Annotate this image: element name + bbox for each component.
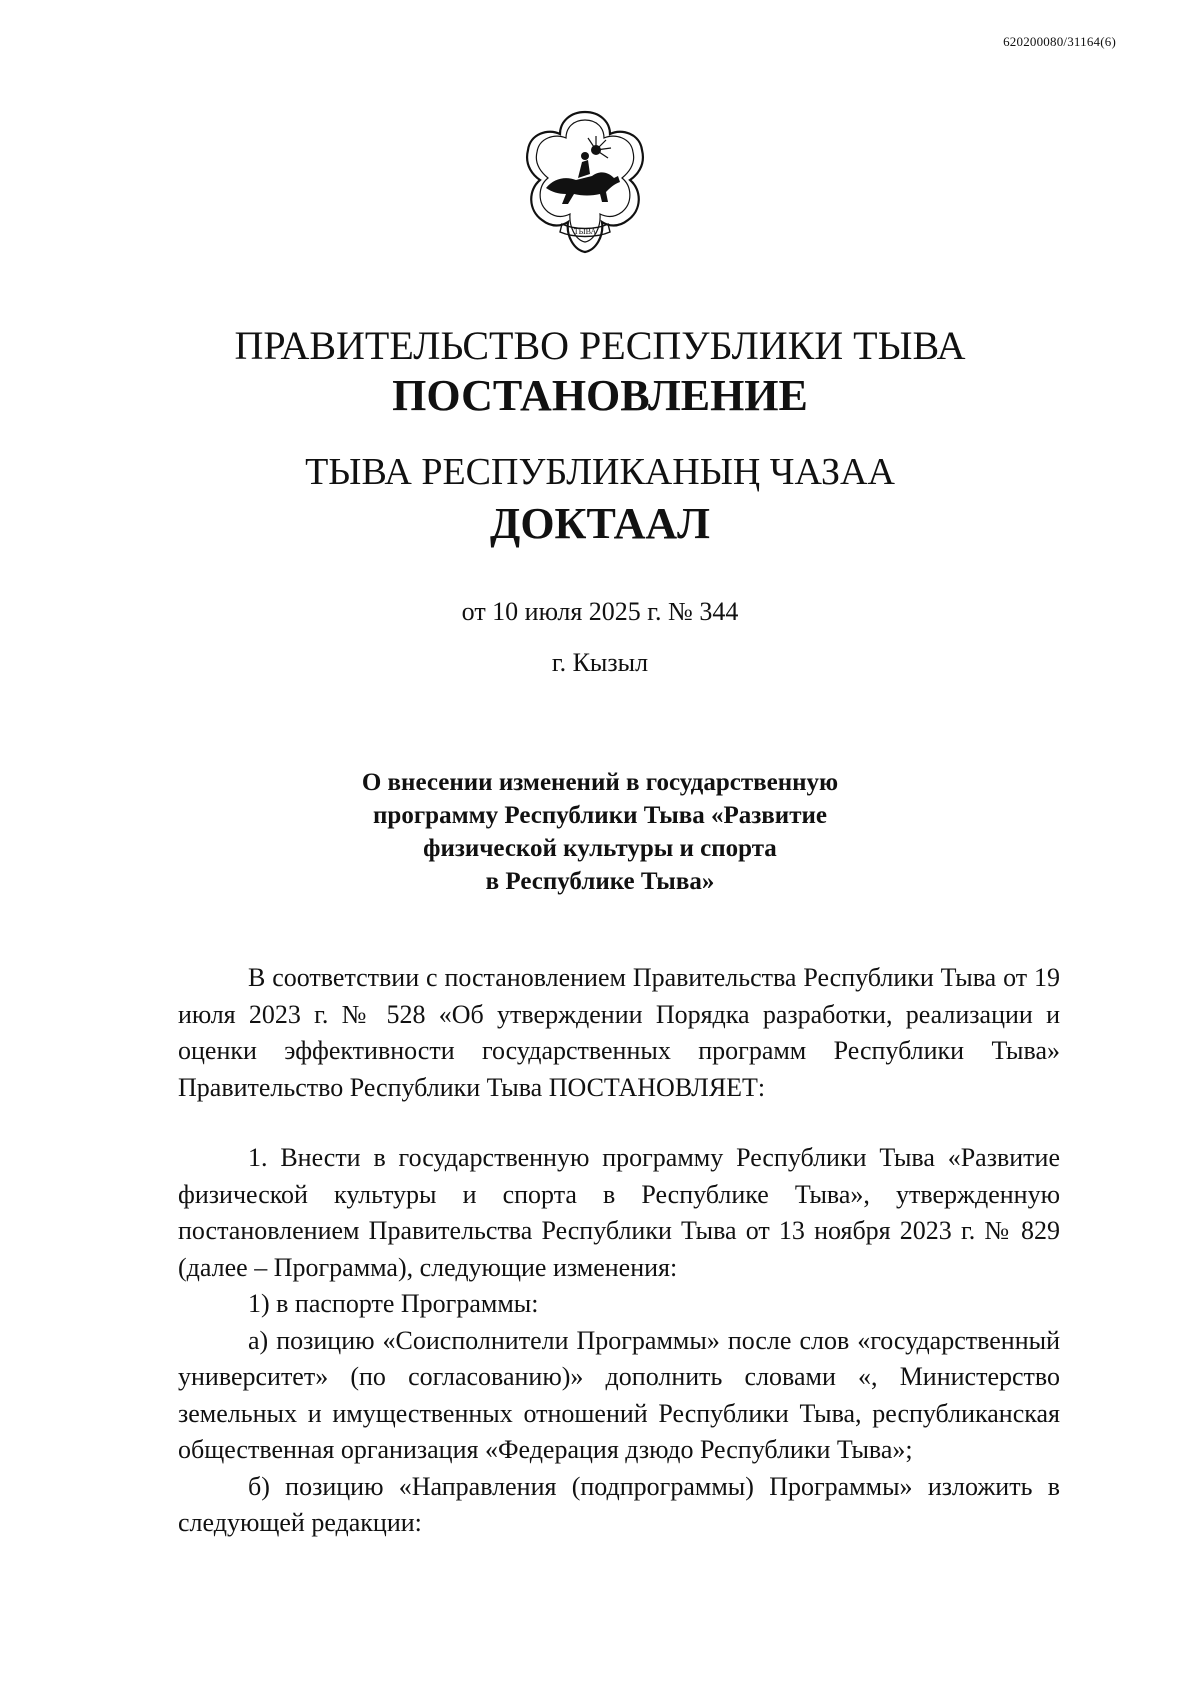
preamble-paragraph: В соответствии с постановлением Правительства Республики Тыва от 19 июля 2023 г. № 528 «Об утверждении Порядка разработки, реализации и оценки эффективности государственных программ Республики Тыва» Правительство Республики Тыва ПОСТАНОВЛЯЕТ:	[178, 963, 1060, 1102]
emblem-banner-text: ТЫВА	[573, 227, 597, 236]
subclause-1-paragraph: 1) в паспорте Программы:	[248, 1289, 539, 1318]
document-body	[178, 960, 1060, 1542]
title-line: в Республике Тыва»	[485, 868, 715, 895]
title-line: О внесении изменений в государственную	[361, 769, 839, 796]
title-line: физической культуры и спорта	[423, 835, 777, 862]
government-name-ru: ПРАВИТЕЛЬСТВО РЕСПУБЛИКИ ТЫВА	[234, 323, 966, 368]
document-date: от 10 июля 2025 г. № 344	[461, 597, 739, 626]
title-line: программу Республики Тыва «Развитие	[373, 802, 827, 829]
document-city: г. Кызыл	[551, 648, 649, 677]
document-type-tyv: ДОКТААЛ	[490, 499, 710, 548]
government-name-tyv: ТЫВА РЕСПУБЛИКАНЫҢ ЧАЗАА	[305, 451, 895, 493]
item-b-paragraph: б) позицию «Направления (подпрограммы) Программы» изложить в следующей редакции:	[178, 1471, 1060, 1537]
clause-1-paragraph: 1. Внести в государственную программу Республики Тыва «Развитие физической культуры и спорта в Республике Тыва», утвержденную постановлением Правительства Республики Тыва от 13 ноября 2023 г. № 829 (далее – Программа), следующие изменения:	[178, 1143, 1060, 1282]
document-number: 620200080/31164(6)	[1003, 34, 1116, 49]
document-title	[0, 766, 1200, 898]
tuva-emblem-icon	[518, 106, 652, 258]
document-type-ru: ПОСТАНОВЛЕНИЕ	[392, 371, 808, 420]
item-a-paragraph: а) позицию «Соисполнители Программы» после слов «государственный университет» (по согласованию)» дополнить словами «, Министерство земельных и имущественных отношений Республики Тыва, республиканская общественная организация «Федерация дзюдо Республики Тыва»;	[178, 1325, 1060, 1464]
